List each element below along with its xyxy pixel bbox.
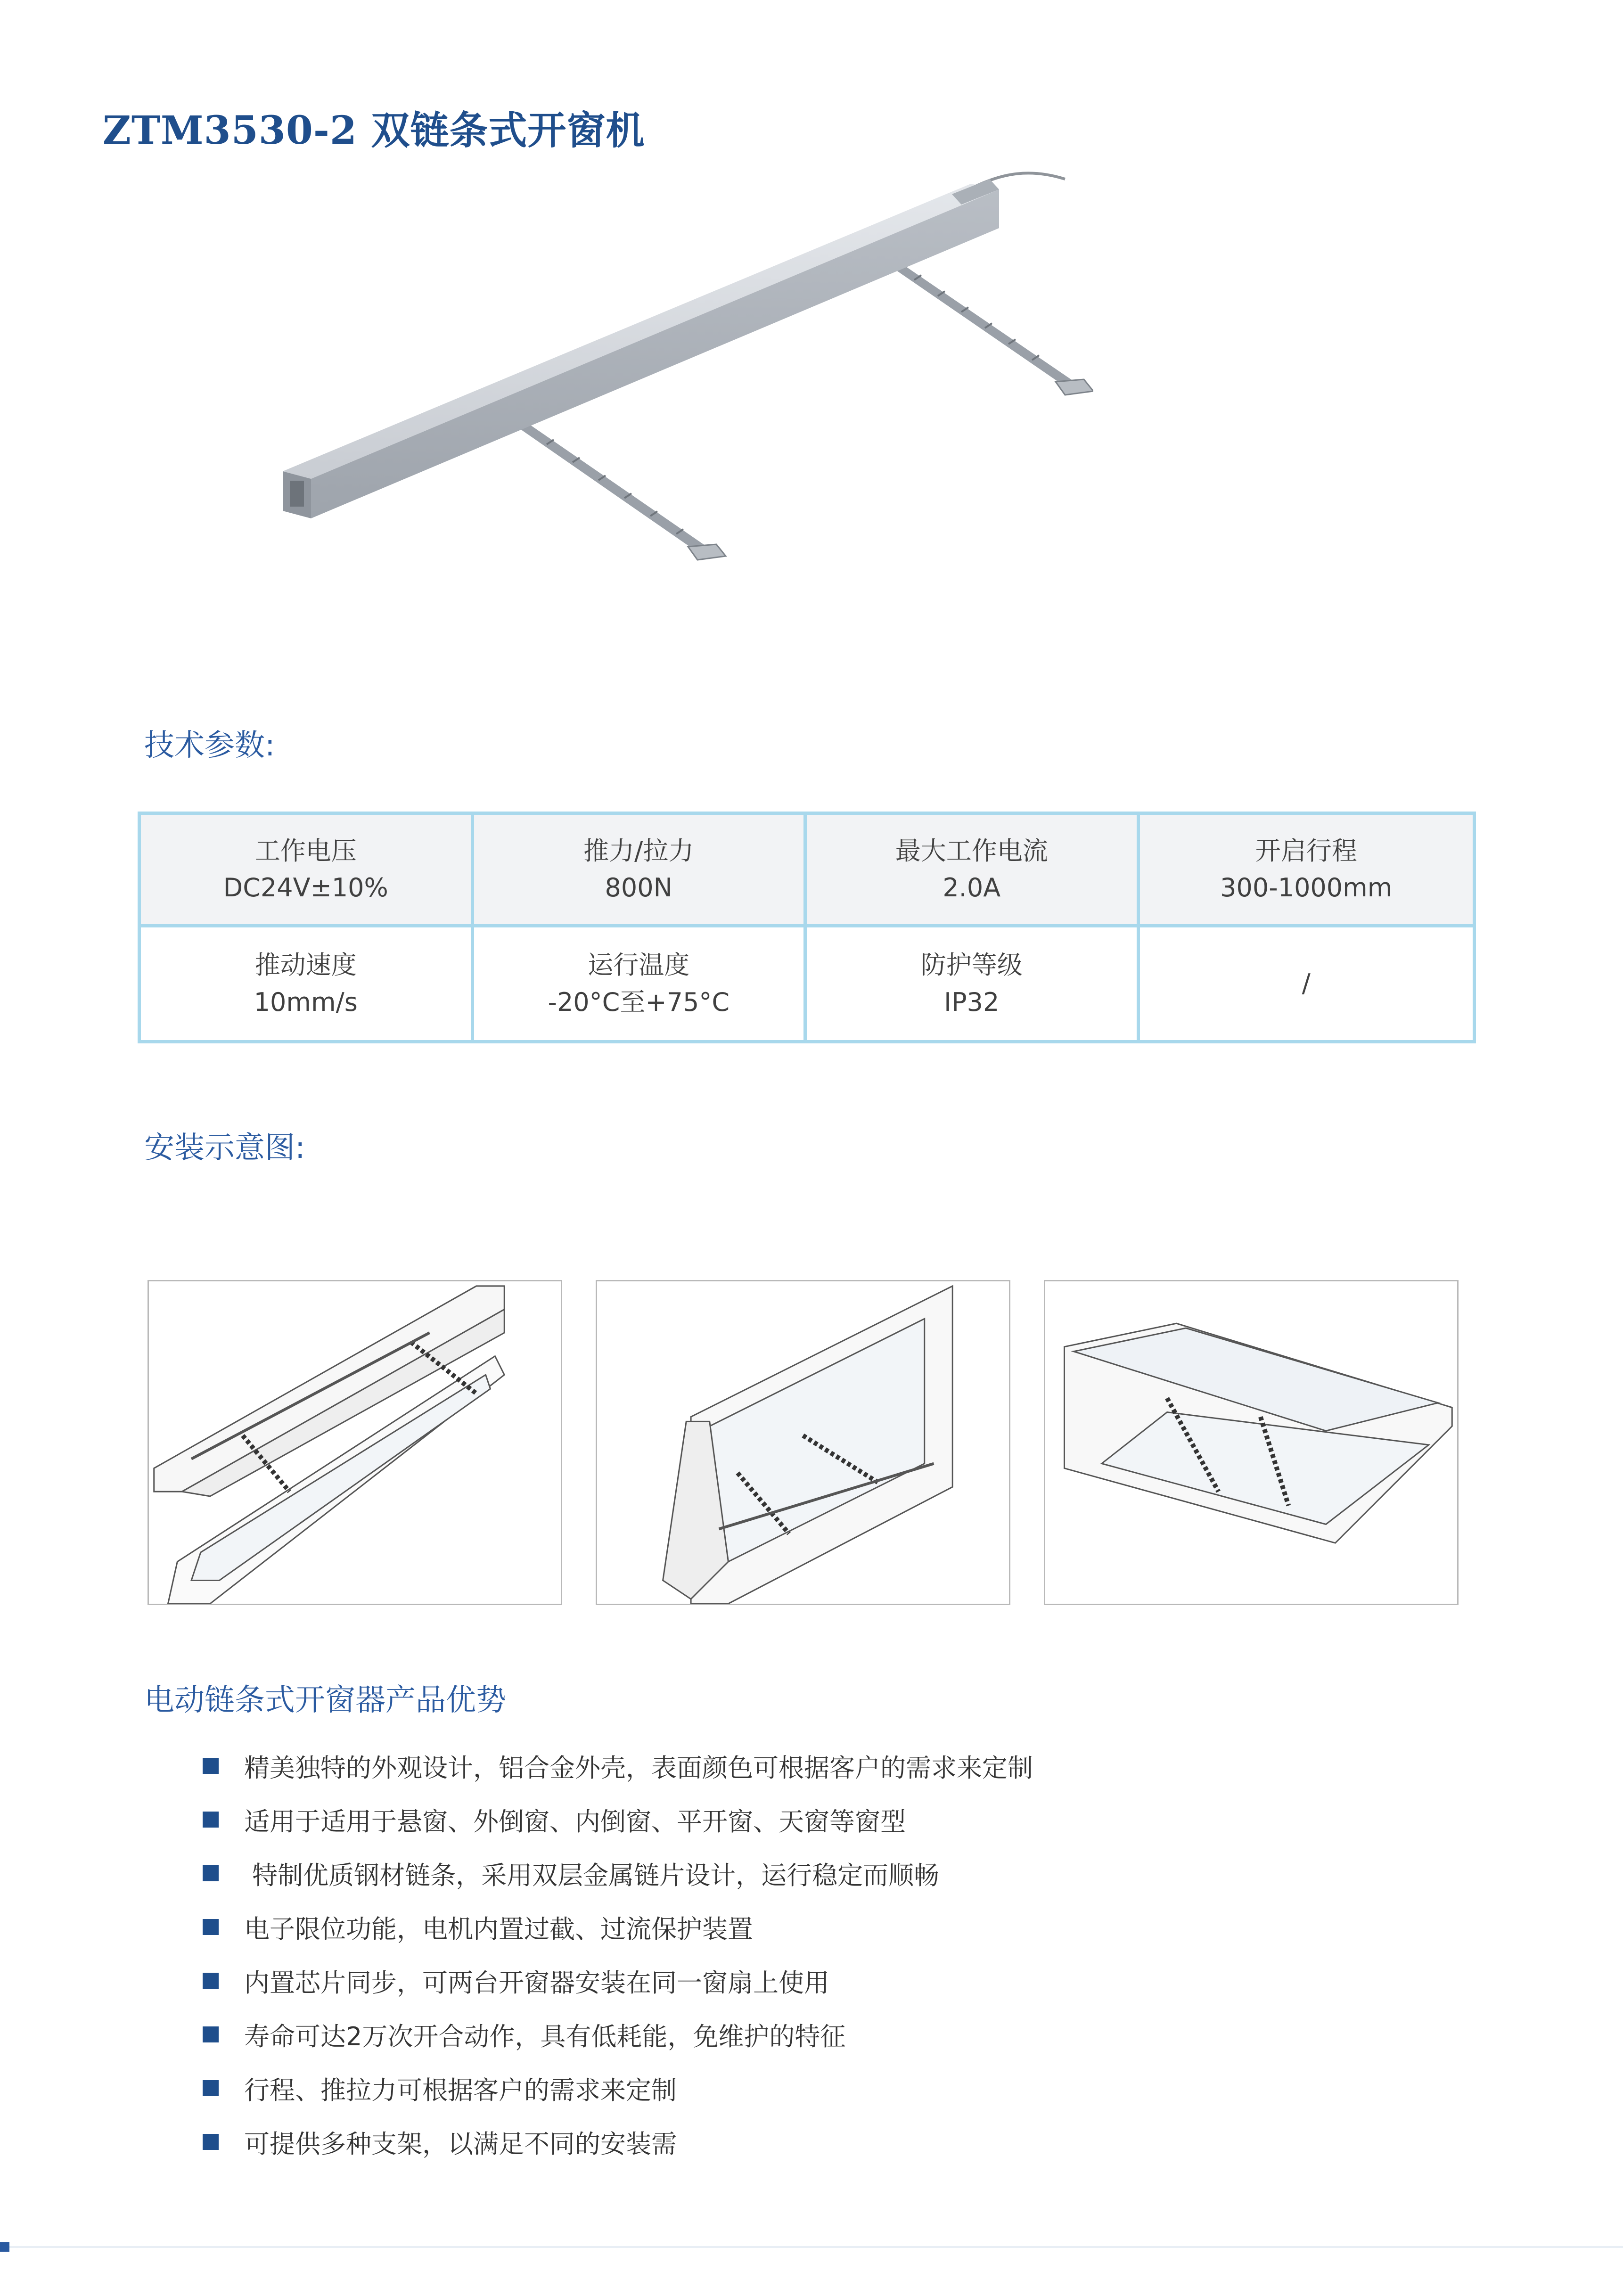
spec-cell-speed	[141, 927, 474, 1040]
spec-value: IP32	[944, 987, 1000, 1017]
spec-cell-empty	[1140, 927, 1473, 1040]
advantage-text: 寿命可达2万次开合动作，具有低耗能，免维护的特征	[244, 2021, 846, 2051]
advantage-text: 行程、推拉力可根据客户的需求来定制	[244, 2075, 677, 2105]
list-item	[203, 1739, 1033, 1793]
bracket-right	[1056, 379, 1093, 395]
spec-label: 防护等级	[920, 950, 1023, 980]
footer-square-icon	[0, 2242, 9, 2252]
page-title: ZTM3530-2 双链条式开窗机	[103, 108, 645, 153]
square-bullet-icon	[203, 1758, 219, 1774]
spec-label: 运行温度	[588, 950, 690, 980]
spec-label: 工作电压	[254, 836, 357, 866]
bracket-left	[688, 544, 726, 560]
spec-value: -20°C至+75°C	[548, 987, 730, 1017]
square-bullet-icon	[203, 2080, 219, 2096]
list-item	[203, 2061, 1033, 2115]
advantage-text: 可提供多种支架，以满足不同的安装需	[244, 2129, 677, 2159]
list-item	[203, 1954, 1033, 2008]
advantage-text: 内置芯片同步，可两台开窗器安装在同一窗扇上使用	[244, 1968, 829, 1998]
square-bullet-icon	[203, 1812, 219, 1828]
spec-label: 推动速度	[254, 950, 357, 980]
list-item	[203, 1793, 1033, 1846]
spec-cell-voltage	[141, 815, 474, 927]
square-bullet-icon	[203, 1919, 219, 1935]
advantage-text: 特制优质钢材链条，采用双层金属链片设计，运行稳定而顺畅	[244, 1860, 940, 1890]
list-item	[203, 2115, 1033, 2169]
list-item	[203, 2008, 1033, 2061]
spec-cell-current	[807, 815, 1140, 927]
chain-arm-right	[872, 250, 1074, 386]
install-diagram-skylight	[1044, 1280, 1459, 1605]
spec-value: 300-1000mm	[1220, 873, 1393, 902]
spec-cell-temperature	[474, 927, 807, 1040]
advantage-text: 适用于适用于悬窗、外倒窗、内倒窗、平开窗、天窗等窗型	[244, 1806, 906, 1837]
square-bullet-icon	[203, 1865, 219, 1881]
spec-value: 800N	[605, 873, 672, 902]
install-heading: 安装示意图:	[144, 1131, 305, 1165]
square-bullet-icon	[203, 2134, 219, 2150]
actuator-top	[283, 184, 999, 479]
install-diagram-top-hung	[148, 1280, 562, 1605]
spec-label: 开启行程	[1255, 836, 1357, 866]
spec-cell-force	[474, 815, 807, 927]
spec-value: /	[1302, 968, 1311, 999]
spec-value: 2.0A	[943, 873, 1001, 902]
chain-arm-left	[500, 411, 707, 551]
product-image	[264, 170, 1093, 594]
window-opener-illustration	[264, 170, 1093, 594]
spec-label: 推力/拉力	[583, 836, 694, 866]
footer-divider	[0, 2246, 1623, 2248]
advantage-text: 电子限位功能，电机内置过截、过流保护装置	[244, 1914, 753, 1944]
advantage-text: 精美独特的外观设计，铝合金外壳，表面颜色可根据客户的需求来定制	[244, 1753, 1033, 1783]
spec-heading: 技术参数:	[144, 728, 275, 763]
spec-cell-protection	[807, 927, 1140, 1040]
advantages-list	[203, 1739, 1033, 2169]
square-bullet-icon	[203, 1973, 219, 1989]
spec-label: 最大工作电流	[895, 836, 1048, 866]
install-diagram-bottom-hung	[596, 1280, 1010, 1605]
spec-value: 10mm/s	[254, 987, 358, 1017]
square-bullet-icon	[203, 2026, 219, 2042]
list-item	[203, 1900, 1033, 1954]
spec-table	[138, 812, 1476, 1043]
spec-value: DC24V±10%	[223, 873, 388, 902]
spec-cell-stroke	[1140, 815, 1473, 927]
actuator-front	[311, 189, 999, 518]
list-item	[203, 1846, 1033, 1900]
advantages-heading: 电动链条式开窗器产品优势	[144, 1683, 506, 1718]
